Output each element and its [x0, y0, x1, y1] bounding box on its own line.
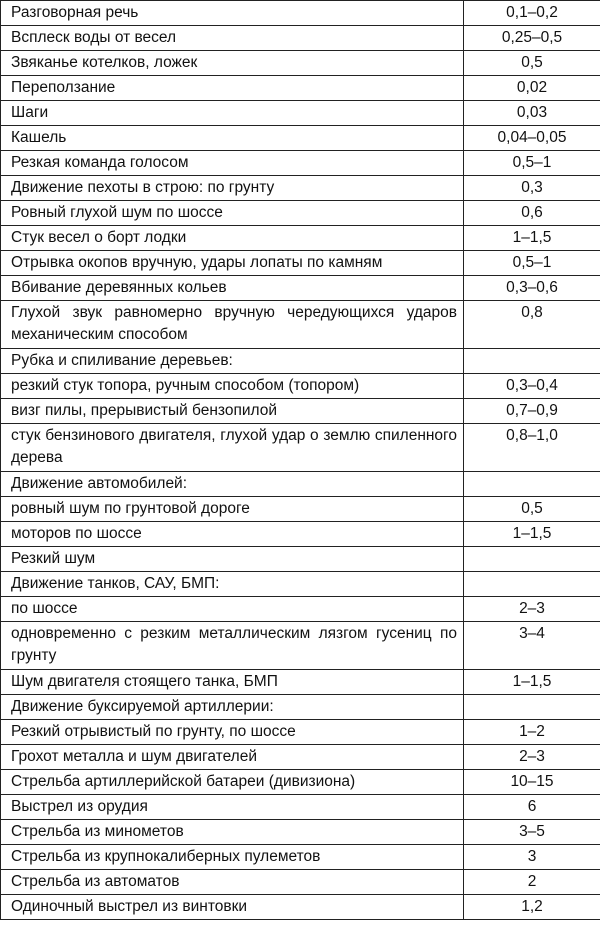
sound-source-cell: Стрельба из крупнокалиберных пулеметов	[1, 845, 464, 870]
audibility-distance-cell: 0,6	[464, 201, 600, 226]
audibility-distance-cell: 0,5	[464, 497, 600, 522]
table-row	[1, 572, 600, 597]
audibility-distance-cell: 0,8–1,0	[464, 424, 600, 472]
table-row	[1, 101, 600, 126]
table-row	[1, 497, 600, 522]
sound-source-cell: Резкий отрывистый по грунту, по шоссе	[1, 720, 464, 745]
audibility-distance-cell	[464, 349, 600, 374]
table-row	[1, 770, 600, 795]
sound-source-cell: по шоссе	[1, 597, 464, 622]
audibility-distance-cell: 1–1,5	[464, 522, 600, 547]
audibility-distance-cell: 1–2	[464, 720, 600, 745]
audibility-distance-cell: 0,03	[464, 101, 600, 126]
audibility-distance-cell: 1–1,5	[464, 226, 600, 251]
table-row	[1, 597, 600, 622]
table-row	[1, 870, 600, 895]
sound-source-cell: Стрельба из минометов	[1, 820, 464, 845]
table-row	[1, 547, 600, 572]
sound-source-cell: Движение танков, САУ, БМП:	[1, 572, 464, 597]
table-row	[1, 226, 600, 251]
audibility-distance-cell	[464, 547, 600, 572]
sound-source-cell: Ровный глухой шум по шоссе	[1, 201, 464, 226]
audibility-distance-cell: 2	[464, 870, 600, 895]
audibility-distance-cell: 0,3	[464, 176, 600, 201]
audibility-distance-cell: 6	[464, 795, 600, 820]
audibility-distance-cell: 0,3–0,6	[464, 276, 600, 301]
table-row	[1, 251, 600, 276]
audibility-distance-cell: 3–5	[464, 820, 600, 845]
table-row	[1, 720, 600, 745]
table-row	[1, 670, 600, 695]
table-row	[1, 51, 600, 76]
sound-source-cell: Разговорная речь	[1, 1, 464, 26]
sound-source-cell: Движение буксируемой артиллерии:	[1, 695, 464, 720]
audibility-distance-cell: 0,04–0,05	[464, 126, 600, 151]
audibility-distance-cell: 0,02	[464, 76, 600, 101]
table-row	[1, 301, 600, 349]
sound-source-cell: Резкая команда голосом	[1, 151, 464, 176]
table-row	[1, 845, 600, 870]
table-row	[1, 895, 600, 920]
sound-source-cell: Резкий шум	[1, 547, 464, 572]
table-row	[1, 745, 600, 770]
audibility-distance-cell: 0,3–0,4	[464, 374, 600, 399]
audibility-distance-cell: 0,8	[464, 301, 600, 349]
audibility-distance-cell: 3–4	[464, 622, 600, 670]
table-row	[1, 472, 600, 497]
table-row	[1, 276, 600, 301]
table-row	[1, 349, 600, 374]
audibility-distance-cell	[464, 695, 600, 720]
sound-source-cell: Звяканье котелков, ложек	[1, 51, 464, 76]
sound-source-cell: Грохот металла и шум двигателей	[1, 745, 464, 770]
audibility-distance-cell: 0,5–1	[464, 151, 600, 176]
sound-source-cell: Глухой звук равномерно вручную чередующихся ударов механическим способом	[1, 301, 464, 349]
table-row	[1, 399, 600, 424]
sound-source-cell: Движение пехоты в строю: по грунту	[1, 176, 464, 201]
sound-source-cell: визг пилы, прерывистый бензопилой	[1, 399, 464, 424]
sound-source-cell: ровный шум по грунтовой дороге	[1, 497, 464, 522]
sound-source-cell: Вбивание деревянных кольев	[1, 276, 464, 301]
audibility-distance-cell: 0,5	[464, 51, 600, 76]
audibility-distance-cell	[464, 472, 600, 497]
sound-source-cell: моторов по шоссе	[1, 522, 464, 547]
sound-source-cell: Переползание	[1, 76, 464, 101]
sound-source-cell: Движение автомобилей:	[1, 472, 464, 497]
sound-source-cell: Шаги	[1, 101, 464, 126]
sound-source-cell: Отрывка окопов вручную, удары лопаты по камням	[1, 251, 464, 276]
audibility-distance-cell: 0,7–0,9	[464, 399, 600, 424]
audibility-distance-cell: 0,1–0,2	[464, 1, 600, 26]
table-row	[1, 820, 600, 845]
sound-source-cell: стук бензинового двигателя, глухой удар о землю спиленного дерева	[1, 424, 464, 472]
audibility-distance-cell	[464, 572, 600, 597]
table-row	[1, 26, 600, 51]
audibility-distance-cell: 1–1,5	[464, 670, 600, 695]
table-row	[1, 1, 600, 26]
table-body	[1, 1, 600, 920]
table-row	[1, 126, 600, 151]
table-row	[1, 795, 600, 820]
sound-source-cell: Стук весел о борт лодки	[1, 226, 464, 251]
sound-source-cell: Всплеск воды от весел	[1, 26, 464, 51]
sound-source-cell: Кашель	[1, 126, 464, 151]
sound-source-cell: Стрельба из автоматов	[1, 870, 464, 895]
sound-source-cell: Стрельба артиллерийской батареи (дивизиона)	[1, 770, 464, 795]
audibility-distance-cell: 10–15	[464, 770, 600, 795]
sound-source-cell: Шум двигателя стоящего танка, БМП	[1, 670, 464, 695]
table-row	[1, 374, 600, 399]
sound-source-cell: одновременно с резким металлическим лязгом гусениц по грунту	[1, 622, 464, 670]
sound-source-cell: резкий стук топора, ручным способом (топором)	[1, 374, 464, 399]
sound-source-cell: Одиночный выстрел из винтовки	[1, 895, 464, 920]
sound-source-cell: Выстрел из орудия	[1, 795, 464, 820]
table-row	[1, 76, 600, 101]
table-row	[1, 176, 600, 201]
table-row	[1, 522, 600, 547]
audibility-distance-cell: 3	[464, 845, 600, 870]
table-row	[1, 622, 600, 670]
audibility-distance-cell: 1,2	[464, 895, 600, 920]
audibility-distance-cell: 0,25–0,5	[464, 26, 600, 51]
table-row	[1, 151, 600, 176]
table-row	[1, 201, 600, 226]
table-row	[1, 424, 600, 472]
table-row	[1, 695, 600, 720]
audibility-distance-cell: 2–3	[464, 745, 600, 770]
audibility-distance-cell: 2–3	[464, 597, 600, 622]
sound-source-cell: Рубка и спиливание деревьев:	[1, 349, 464, 374]
audibility-distance-cell: 0,5–1	[464, 251, 600, 276]
